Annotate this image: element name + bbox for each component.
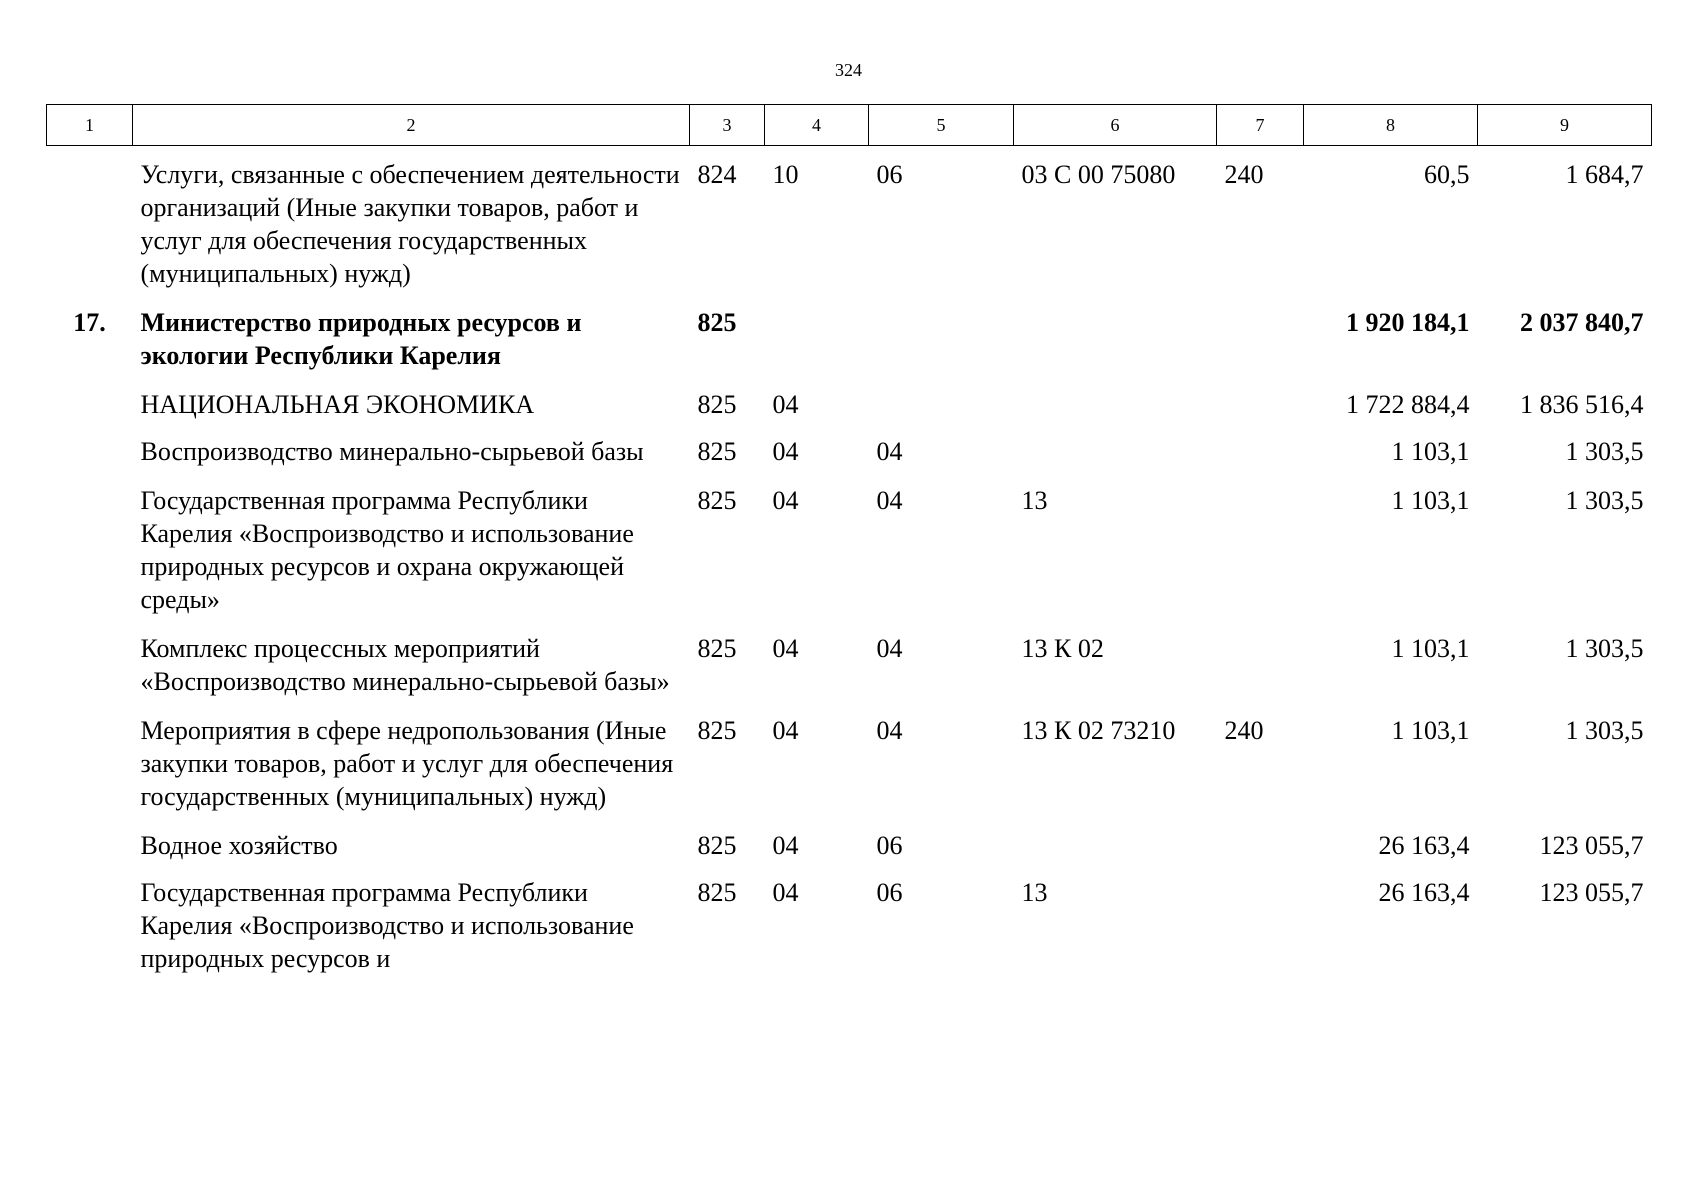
row-c9: 1 303,5 bbox=[1565, 716, 1644, 745]
row-c3: 825 bbox=[697, 308, 737, 337]
row-c6 bbox=[1014, 306, 1217, 388]
header-cell-1: 1 bbox=[47, 105, 133, 146]
row-c8: 26 163,4 bbox=[1378, 878, 1470, 907]
row-c7: 240 bbox=[1224, 716, 1264, 745]
row-c4: 04 bbox=[772, 486, 799, 515]
row-c9: 1 303,5 bbox=[1565, 486, 1644, 515]
row-c3: 825 bbox=[697, 486, 737, 515]
table-row bbox=[47, 146, 1652, 307]
table-row bbox=[47, 714, 1652, 829]
table-row bbox=[47, 876, 1652, 991]
row-number bbox=[47, 146, 133, 307]
row-c6: 13 bbox=[1021, 486, 1048, 515]
header-cell-4: 4 bbox=[765, 105, 869, 146]
row-c8: 1 103,1 bbox=[1391, 634, 1470, 663]
row-c9: 1 303,5 bbox=[1565, 437, 1644, 466]
row-c6 bbox=[1014, 388, 1217, 435]
row-c6: 13 bbox=[1021, 878, 1048, 907]
budget-table bbox=[46, 104, 1652, 991]
row-c5: 04 bbox=[876, 634, 903, 663]
row-name: Государственная программа Республики Карелия «Воспроизводство и использование природных ресурсов и охрана окружающей среды» bbox=[140, 486, 634, 614]
row-c8: 26 163,4 bbox=[1378, 831, 1470, 860]
row-c7 bbox=[1217, 435, 1304, 484]
row-c5: 04 bbox=[876, 486, 903, 515]
header-cell-6: 6 bbox=[1014, 105, 1217, 146]
row-name: Услуги, связанные с обеспечением деятельности организаций (Иные закупки товаров, работ и услуг для обеспечения государственных (муниципальных) нужд) bbox=[140, 160, 680, 288]
row-c9: 123 055,7 bbox=[1539, 831, 1644, 860]
row-c6 bbox=[1014, 829, 1217, 876]
row-c4: 04 bbox=[772, 634, 799, 663]
table-body bbox=[47, 146, 1652, 992]
row-number bbox=[47, 876, 133, 991]
row-c3: 825 bbox=[697, 634, 737, 663]
row-c8: 1 103,1 bbox=[1391, 716, 1470, 745]
row-name: НАЦИОНАЛЬНАЯ ЭКОНОМИКА bbox=[140, 390, 535, 419]
row-c9: 1 303,5 bbox=[1565, 634, 1644, 663]
header-cell-2: 2 bbox=[133, 105, 690, 146]
row-c8: 60,5 bbox=[1424, 160, 1470, 189]
row-name: Водное хозяйство bbox=[140, 831, 338, 860]
row-c4: 10 bbox=[772, 160, 799, 189]
table-row bbox=[47, 306, 1652, 388]
row-c9: 2 037 840,7 bbox=[1520, 308, 1644, 337]
row-c4: 04 bbox=[772, 437, 799, 466]
row-c6 bbox=[1014, 435, 1217, 484]
row-c5: 04 bbox=[876, 437, 903, 466]
row-c7 bbox=[1217, 388, 1304, 435]
row-c7 bbox=[1217, 306, 1304, 388]
row-c3: 825 bbox=[697, 831, 737, 860]
row-c5: 06 bbox=[876, 878, 903, 907]
row-c3: 825 bbox=[697, 390, 737, 419]
page-number: 324 bbox=[835, 60, 862, 80]
row-c4 bbox=[765, 306, 869, 388]
row-number bbox=[47, 388, 133, 435]
row-c6: 03 С 00 75080 bbox=[1021, 160, 1176, 189]
row-c5: 04 bbox=[876, 716, 903, 745]
row-c7 bbox=[1217, 632, 1304, 714]
table-row bbox=[47, 435, 1652, 484]
row-number bbox=[47, 484, 133, 632]
row-c7: 240 bbox=[1224, 160, 1264, 189]
row-c4: 04 bbox=[772, 390, 799, 419]
row-c8: 1 920 184,1 bbox=[1346, 308, 1470, 337]
header-cell-5: 5 bbox=[869, 105, 1014, 146]
row-c8: 1 103,1 bbox=[1391, 486, 1470, 515]
row-c9: 123 055,7 bbox=[1539, 878, 1644, 907]
row-number bbox=[47, 829, 133, 876]
row-c9: 1 684,7 bbox=[1565, 160, 1644, 189]
row-number bbox=[47, 632, 133, 714]
row-name: Министерство природных ресурсов и экологии Республики Карелия bbox=[140, 308, 582, 370]
row-name: Мероприятия в сфере недропользования (Иные закупки товаров, работ и услуг для обеспечения государственных (муниципальных) нужд) bbox=[140, 716, 674, 811]
row-c5: 06 bbox=[876, 831, 903, 860]
row-c7 bbox=[1217, 829, 1304, 876]
row-name: Комплекс процессных мероприятий «Воспроизводство минерально-сырьевой базы» bbox=[140, 634, 670, 696]
row-c3: 824 bbox=[697, 160, 737, 189]
row-c5 bbox=[869, 306, 1014, 388]
table-row bbox=[47, 484, 1652, 632]
table-row bbox=[47, 829, 1652, 876]
row-c4: 04 bbox=[772, 878, 799, 907]
row-c3: 825 bbox=[697, 878, 737, 907]
row-c7 bbox=[1217, 876, 1304, 991]
header-cell-7: 7 bbox=[1217, 105, 1304, 146]
table-header bbox=[47, 105, 1652, 146]
header-cell-3: 3 bbox=[690, 105, 765, 146]
row-c8: 1 103,1 bbox=[1391, 437, 1470, 466]
row-c5 bbox=[869, 388, 1014, 435]
row-c4: 04 bbox=[772, 831, 799, 860]
row-number: 17. bbox=[73, 308, 106, 337]
row-c6: 13 К 02 73210 bbox=[1021, 716, 1176, 745]
row-c6: 13 К 02 bbox=[1021, 634, 1104, 663]
row-c8: 1 722 884,4 bbox=[1346, 390, 1470, 419]
header-cell-9: 9 bbox=[1478, 105, 1652, 146]
table-row bbox=[47, 388, 1652, 435]
table-row bbox=[47, 632, 1652, 714]
row-c5: 06 bbox=[876, 160, 903, 189]
row-name: Воспроизводство минерально-сырьевой базы bbox=[140, 437, 644, 466]
row-c3: 825 bbox=[697, 437, 737, 466]
row-number bbox=[47, 714, 133, 829]
row-c7 bbox=[1217, 484, 1304, 632]
row-c9: 1 836 516,4 bbox=[1520, 390, 1644, 419]
row-c4: 04 bbox=[772, 716, 799, 745]
header-cell-8: 8 bbox=[1304, 105, 1478, 146]
row-number bbox=[47, 435, 133, 484]
row-c3: 825 bbox=[697, 716, 737, 745]
row-name: Государственная программа Республики Карелия «Воспроизводство и использование природных ресурсов и bbox=[140, 878, 634, 973]
